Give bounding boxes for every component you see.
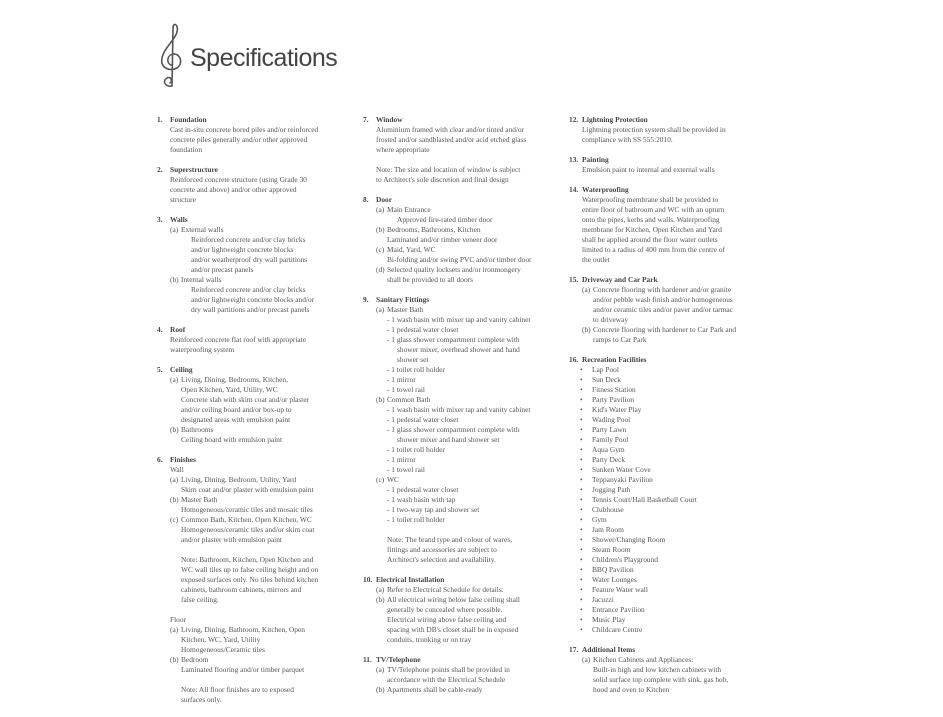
- sub-item: [170, 275, 352, 315]
- line: ramps to Car Park: [593, 335, 647, 344]
- line: membrane for Kitchen, Open Kitchen and Yard: [582, 225, 722, 234]
- note-line: Architect's selection and availability.: [387, 555, 496, 564]
- facility-item: [569, 595, 769, 605]
- sub-letter: (c): [170, 515, 179, 524]
- section-title: Door: [376, 195, 393, 204]
- facility-item: [569, 495, 769, 505]
- facility-item: [569, 535, 769, 545]
- bullet-icon: •: [580, 555, 583, 564]
- section-title: Recreation Facilities: [582, 355, 647, 364]
- line: Living, Dining, Bedroom, Utility, Yard: [181, 475, 297, 484]
- sub-item: [376, 665, 560, 685]
- line: and/or precast panels: [191, 265, 254, 274]
- spec-column-3: [569, 115, 769, 705]
- sub-letter: (a): [170, 375, 179, 384]
- fitting-line: - 1 wash basin with mixer tap and vanity cabinet: [387, 315, 531, 324]
- facility-name: Sunken Water Cove: [592, 465, 651, 474]
- section-title: Walls: [170, 215, 188, 224]
- sub-item: [376, 475, 560, 565]
- sub-letter: (b): [170, 495, 179, 504]
- bullet-icon: •: [580, 385, 583, 394]
- line: Bedroom: [181, 655, 209, 664]
- line: shall be provided to all doors: [387, 275, 474, 284]
- bullet-icon: •: [580, 605, 583, 614]
- section-title: Additional Items: [582, 645, 636, 654]
- line: Concrete flooring with hardener to Car Park and: [593, 325, 737, 334]
- fitting-line: - 1 mirror: [387, 375, 416, 384]
- line: Kitchen, WC, Yard, Utility: [181, 635, 261, 644]
- bullet-icon: •: [580, 485, 583, 494]
- fitting-line: - 1 glass shower compartment complete with: [387, 425, 520, 434]
- bullet-icon: •: [580, 595, 583, 604]
- facility-item: [569, 615, 769, 625]
- line: External walls: [181, 225, 224, 234]
- line: Homogeneous/ceramic tiles and/or skim coat: [181, 525, 315, 534]
- wall-label: Wall: [170, 465, 184, 474]
- facility-item: [569, 625, 769, 635]
- sub-letter: (b): [376, 595, 385, 604]
- fitting-line: - 1 toilet roll holder: [387, 365, 445, 374]
- sub-letter: (d): [376, 265, 385, 274]
- section-number: 2.: [157, 165, 163, 174]
- line: dry wall partitions and/or precast panels: [191, 305, 310, 314]
- line: Concrete slab with skim coat and/or plaster: [181, 395, 310, 404]
- facility-name: Water Lounges: [592, 575, 637, 584]
- facility-item: [569, 385, 769, 395]
- line: Reinforced concrete structure (using Grade 30: [170, 175, 307, 184]
- line: accordance with the Electrical Schedule: [387, 675, 506, 684]
- line: concrete piles generally and/or other approved: [170, 135, 308, 144]
- facility-item: [569, 365, 769, 375]
- facility-item: [569, 485, 769, 495]
- fitting-line: - 1 pedestal water closet: [387, 485, 459, 494]
- sub-item: [376, 685, 560, 695]
- section-number: 10.: [363, 575, 373, 584]
- note-line: Note: Bathroom, Kitchen, Open Kitchen and: [181, 555, 314, 564]
- section-number: 8.: [363, 195, 369, 204]
- fitting-line: - 1 toilet roll holder: [387, 515, 445, 524]
- sub-letter: (b): [170, 655, 179, 664]
- facility-item: [569, 585, 769, 595]
- fitting-line: - 1 wash basin with tap: [387, 495, 456, 504]
- line: hood and oven to Kitchen: [593, 685, 670, 694]
- section-title: Foundation: [170, 115, 207, 124]
- section-title: Superstructure: [170, 165, 218, 174]
- line: solid surface top complete with sink, gas hob,: [593, 675, 729, 684]
- line: Bedrooms, Bathrooms, Kitchen: [387, 225, 481, 234]
- line: Refer to Electrical Schedule for details.: [387, 585, 504, 594]
- note-line: fittings and accessories are subject to: [387, 545, 497, 554]
- fitting-line: - 1 towel rail: [387, 465, 425, 474]
- spec-column-2: [363, 115, 560, 705]
- line: Internal walls: [181, 275, 222, 284]
- facility-name: Gym: [592, 515, 607, 524]
- facility-name: Sun Deck: [592, 375, 621, 384]
- facility-name: Entrance Pavilion: [592, 605, 645, 614]
- section-finishes: [157, 455, 352, 705]
- note-line: Note: The size and location of window is subject: [376, 165, 521, 174]
- line: and/or weatherproof dry wall partitions: [191, 255, 308, 264]
- sub-item: [376, 225, 560, 245]
- note-line: exposed surfaces only. No tiles behind kitchen: [181, 575, 319, 584]
- line: concrete and above) and/or other approved: [170, 185, 297, 194]
- line: and/or pebble wash finish and/or homogeneous: [593, 295, 733, 304]
- line: Reinforced concrete flat roof with appropriate: [170, 335, 307, 344]
- facility-item: [569, 605, 769, 615]
- facility-name: Party Deck: [592, 455, 626, 464]
- section-number: 12.: [569, 115, 579, 124]
- sub-item: [170, 475, 352, 495]
- section-roof: [157, 325, 352, 355]
- facility-name: Party Lawn: [592, 425, 627, 434]
- sub-letter: (b): [170, 275, 179, 284]
- line: and/or lightweight concrete blocks: [191, 245, 294, 254]
- sub-item: [170, 425, 352, 445]
- section-number: 7.: [363, 115, 369, 124]
- facility-item: [569, 395, 769, 405]
- fitting-line: - 1 pedestal water closet: [387, 415, 459, 424]
- sub-item: [170, 495, 352, 515]
- spec-column-1: [157, 115, 352, 715]
- section-foundation: [157, 115, 352, 155]
- line: Built-in high and low kitchen cabinets with: [593, 665, 722, 674]
- section-additional-items: [569, 645, 769, 695]
- facility-name: Fitness Station: [592, 385, 636, 394]
- facility-item: [569, 455, 769, 465]
- bullet-icon: •: [580, 455, 583, 464]
- line: Living, Dining, Bathroom, Kitchen, Open: [181, 625, 305, 634]
- section-title: Painting: [582, 155, 609, 164]
- sub-letter: (a): [582, 285, 591, 294]
- facility-name: Family Pool: [592, 435, 629, 444]
- bullet-icon: •: [580, 395, 583, 404]
- line: and/or ceramic tiles and/or paver and/or tarmac: [593, 305, 733, 314]
- line: Master Bath: [181, 495, 218, 504]
- facility-name: Party Pavilion: [592, 395, 635, 404]
- line: Selected quality locksets and/or ironmongery: [387, 265, 521, 274]
- sub-item: [170, 225, 352, 275]
- sub-letter: (b): [376, 225, 385, 234]
- section-number: 15.: [569, 275, 579, 284]
- line: and/or lightweight concrete blocks and/or: [191, 295, 315, 304]
- line: Concrete flooring with hardener and/or granite: [593, 285, 732, 294]
- note-line: Note: All floor finishes are to exposed: [181, 685, 294, 694]
- facility-name: Lap Pool: [592, 365, 619, 374]
- section-title: Electrical Installation: [376, 575, 445, 584]
- note-line: cabinets, bathroom cabinets, mirrors and: [181, 585, 302, 594]
- section-number: 13.: [569, 155, 579, 164]
- line: Master Bath: [387, 305, 424, 314]
- sub-item: [376, 265, 560, 285]
- facility-item: [569, 545, 769, 555]
- section-sanitary-fittings: [363, 295, 560, 565]
- note-line: surfaces only.: [181, 695, 222, 704]
- sub-item: [376, 245, 560, 265]
- sub-item: [170, 625, 352, 655]
- line: Bi-folding and/or swing PVC and/or timber door: [387, 255, 532, 264]
- page-title: Specifications: [190, 44, 338, 72]
- facility-name: Teppanyaki Pavilion: [592, 475, 653, 484]
- bullet-icon: •: [580, 625, 583, 634]
- line: Aluminium framed with clear and/or tinted and/or: [376, 125, 525, 134]
- line: where appropriate: [376, 145, 430, 154]
- line: structure: [170, 195, 196, 204]
- facility-name: BBQ Pavilion: [592, 565, 634, 574]
- sub-item: [582, 655, 769, 695]
- bullet-icon: •: [580, 425, 583, 434]
- bullet-icon: •: [580, 465, 583, 474]
- line: All electrical wiring below false ceiling shall: [387, 595, 520, 604]
- bullet-icon: •: [580, 615, 583, 624]
- sub-letter: (a): [170, 225, 179, 234]
- section-number: 9.: [363, 295, 369, 304]
- line: spacing with DB's closet shall be in exposed: [387, 625, 519, 634]
- section-tv-telephone: [363, 655, 560, 695]
- line: Apartments shall be cable-ready: [387, 685, 483, 694]
- line: Common Bath: [387, 395, 431, 404]
- section-title: Window: [376, 115, 403, 124]
- line: Lightning protection system shall be provided in: [582, 125, 726, 134]
- facility-name: Tennis Court/Hall Basketball Court: [592, 495, 697, 504]
- section-driveway-car-park: [569, 275, 769, 345]
- fitting-line: - 1 glass shower compartment complete with: [387, 335, 520, 344]
- line: frosted and/or sandblasted and/or acid etched glass: [376, 135, 527, 144]
- section-walls: [157, 215, 352, 315]
- section-recreation-facilities: [569, 355, 769, 635]
- bullet-icon: •: [580, 525, 583, 534]
- sub-letter: (b): [376, 685, 385, 694]
- facility-name: Music Play: [592, 615, 626, 624]
- line: shall be applied around the floor water outlets: [582, 235, 718, 244]
- bullet-icon: •: [580, 415, 583, 424]
- facility-item: [569, 415, 769, 425]
- facility-item: [569, 465, 769, 475]
- sub-letter: (b): [376, 395, 385, 404]
- line: onto the pipes, kerbs and walls. Waterproofing: [582, 215, 720, 224]
- section-number: 14.: [569, 185, 579, 194]
- line: Laminated flooring and/or timber parquet: [181, 665, 305, 674]
- section-electrical-installation: [363, 575, 560, 645]
- fitting-line: - 1 two-way tap and shower set: [387, 505, 480, 514]
- section-window: [363, 115, 560, 185]
- fitting-line: - 1 pedestal water closet: [387, 325, 459, 334]
- section-number: 11.: [363, 655, 372, 664]
- fitting-line: shower set: [397, 355, 429, 364]
- note-line: to Architect's sole discretion and final design: [376, 175, 509, 184]
- facility-name: Jam Room: [592, 525, 624, 534]
- sub-letter: (b): [170, 425, 179, 434]
- line: and/or ceiling board and/or box-up to: [181, 405, 292, 414]
- section-ceiling: [157, 365, 352, 445]
- bullet-icon: •: [580, 565, 583, 574]
- bullet-icon: •: [580, 575, 583, 584]
- line: Main Entrance: [387, 205, 431, 214]
- facility-name: Feature Water wall: [592, 585, 648, 594]
- sub-letter: (a): [582, 655, 591, 664]
- line: Laminated and/or timber veneer door: [387, 235, 498, 244]
- line: WC: [387, 475, 399, 484]
- bullet-icon: •: [580, 495, 583, 504]
- line: Skim coat and/or plaster with emulsion paint: [181, 485, 314, 494]
- section-number: 3.: [157, 215, 163, 224]
- sub-item: [376, 585, 560, 595]
- sub-letter: (a): [376, 665, 385, 674]
- facility-name: Aqua Gym: [592, 445, 625, 454]
- line: Ceiling board with emulsion paint: [181, 435, 282, 444]
- fitting-line: shower mixer and hand shower set: [397, 435, 500, 444]
- line: to driveway: [593, 315, 629, 324]
- section-title: Driveway and Car Park: [582, 275, 658, 284]
- sub-letter: (a): [376, 585, 385, 594]
- facility-item: [569, 565, 769, 575]
- sub-item: [170, 655, 352, 705]
- sub-letter: (b): [582, 325, 591, 334]
- section-lightning-protection: [569, 115, 769, 145]
- sub-letter: (a): [376, 305, 385, 314]
- sub-letter: (c): [376, 245, 385, 254]
- facility-item: [569, 435, 769, 445]
- bullet-icon: •: [580, 365, 583, 374]
- section-waterproofing: [569, 185, 769, 265]
- line: Electrical wiring above false ceiling and: [387, 615, 507, 624]
- line: Open Kitchen, Yard, Utility, WC: [181, 385, 278, 394]
- bullet-icon: •: [580, 515, 583, 524]
- line: foundation: [170, 145, 203, 154]
- fitting-line: - 1 mirror: [387, 455, 416, 464]
- facility-item: [569, 475, 769, 485]
- line: Waterproofing membrane shall be provided to: [582, 195, 719, 204]
- sub-item: [582, 285, 769, 325]
- sub-item: [376, 305, 560, 395]
- section-door: [363, 195, 560, 285]
- bullet-icon: •: [580, 505, 583, 514]
- line: limited to a radius of 400 mm from the centre of: [582, 245, 725, 254]
- section-title: Sanitary Fittings: [376, 295, 430, 304]
- facility-name: Kid's Water Play: [592, 405, 642, 414]
- sub-item: [376, 595, 560, 645]
- section-title: Finishes: [170, 455, 196, 464]
- bullet-icon: •: [580, 585, 583, 594]
- treble-clef-icon: [156, 20, 186, 90]
- line: waterproofing system: [170, 345, 235, 354]
- bullet-icon: •: [580, 445, 583, 454]
- line: Common Bath, Kitchen, Open Kitchen, WC: [181, 515, 312, 524]
- note-line: Note: The brand type and colour of wares,: [387, 535, 513, 544]
- section-number: 6.: [157, 455, 163, 464]
- section-painting: [569, 155, 769, 175]
- facility-item: [569, 425, 769, 435]
- line: Homogeneous/Ceramic tiles: [181, 645, 265, 654]
- line: conduits, trunking or on tray: [387, 635, 472, 644]
- line: and/or plaster with emulsion paint: [181, 535, 282, 544]
- line: Reinforced concrete and/or clay bricks: [191, 235, 306, 244]
- note-line: WC wall tiles up to false ceiling height and on: [181, 565, 319, 574]
- section-title: TV/Telephone: [376, 655, 421, 664]
- section-number: 5.: [157, 365, 163, 374]
- line: Reinforced concrete and/or clay bricks: [191, 285, 306, 294]
- line: Cast in-situ concrete bored piles and/or reinforced: [170, 125, 319, 134]
- facility-item: [569, 575, 769, 585]
- section-number: 17.: [569, 645, 579, 654]
- section-title: Lightning Protection: [582, 115, 648, 124]
- sub-item: [170, 375, 352, 425]
- bullet-icon: •: [580, 435, 583, 444]
- line: Emulsion paint to internal and external walls: [582, 165, 715, 174]
- note-line: false ceiling.: [181, 595, 219, 604]
- bullet-icon: •: [580, 405, 583, 414]
- facilities-list: [569, 365, 769, 635]
- floor-label: Floor: [170, 615, 187, 624]
- facility-name: Jogging Path: [592, 485, 631, 494]
- line: Homogeneous/ceramic tiles and mosaic tiles: [181, 505, 313, 514]
- fitting-line: - 1 wash basin with mixer tap and vanity cabinet: [387, 405, 531, 414]
- section-title: Waterproofing: [582, 185, 629, 194]
- line: Maid, Yard, WC: [387, 245, 436, 254]
- sub-letter: (a): [170, 475, 179, 484]
- bullet-icon: •: [580, 475, 583, 484]
- line: Approved fire-rated timber door: [397, 215, 493, 224]
- facility-item: [569, 515, 769, 525]
- fitting-line: - 1 towel rail: [387, 385, 425, 394]
- section-number: 4.: [157, 325, 163, 334]
- bullet-icon: •: [580, 545, 583, 554]
- section-number: 16.: [569, 355, 579, 364]
- facility-name: Shower/Changing Room: [592, 535, 666, 544]
- section-title: Roof: [170, 325, 186, 334]
- facility-item: [569, 525, 769, 535]
- facility-name: Clubhouse: [592, 505, 624, 514]
- sub-item: [582, 325, 769, 345]
- line: generally be concealed where possible.: [387, 605, 503, 614]
- sub-item: [170, 515, 352, 605]
- line: Kitchen Cabinets and Appliances:: [593, 655, 694, 664]
- fitting-line: - 1 toilet roll holder: [387, 445, 445, 454]
- facility-item: [569, 445, 769, 455]
- sub-letter: (a): [170, 625, 179, 634]
- line: entire floor of bathroom and WC with an upturn: [582, 205, 725, 214]
- facility-item: [569, 405, 769, 415]
- facility-name: Jacuzzi: [592, 595, 614, 604]
- section-title: Ceiling: [170, 365, 193, 374]
- sub-item: [376, 205, 560, 225]
- sub-item: [376, 395, 560, 475]
- line: the outlet: [582, 255, 610, 264]
- facility-item: [569, 555, 769, 565]
- facility-item: [569, 505, 769, 515]
- section-number: 1.: [157, 115, 163, 124]
- bullet-icon: •: [580, 535, 583, 544]
- sub-letter: (a): [376, 205, 385, 214]
- sub-letter: (c): [376, 475, 385, 484]
- facility-name: Steam Room: [592, 545, 631, 554]
- line: Bathrooms: [181, 425, 214, 434]
- facility-name: Children's Playground: [592, 555, 658, 564]
- facility-name: Wading Pool: [592, 415, 631, 424]
- facility-item: [569, 375, 769, 385]
- bullet-icon: •: [580, 375, 583, 384]
- line: Living, Dining, Bedrooms, Kitchen,: [181, 375, 288, 384]
- line: TV/Telephone points shall be provided in: [387, 665, 510, 674]
- line: designated areas with emulsion paint: [181, 415, 291, 424]
- section-superstructure: [157, 165, 352, 205]
- line: compliance with SS 555:2010.: [582, 135, 673, 144]
- fitting-line: shower mixer, overhead shower and hand: [397, 345, 520, 354]
- facility-name: Childcare Centre: [592, 625, 643, 634]
